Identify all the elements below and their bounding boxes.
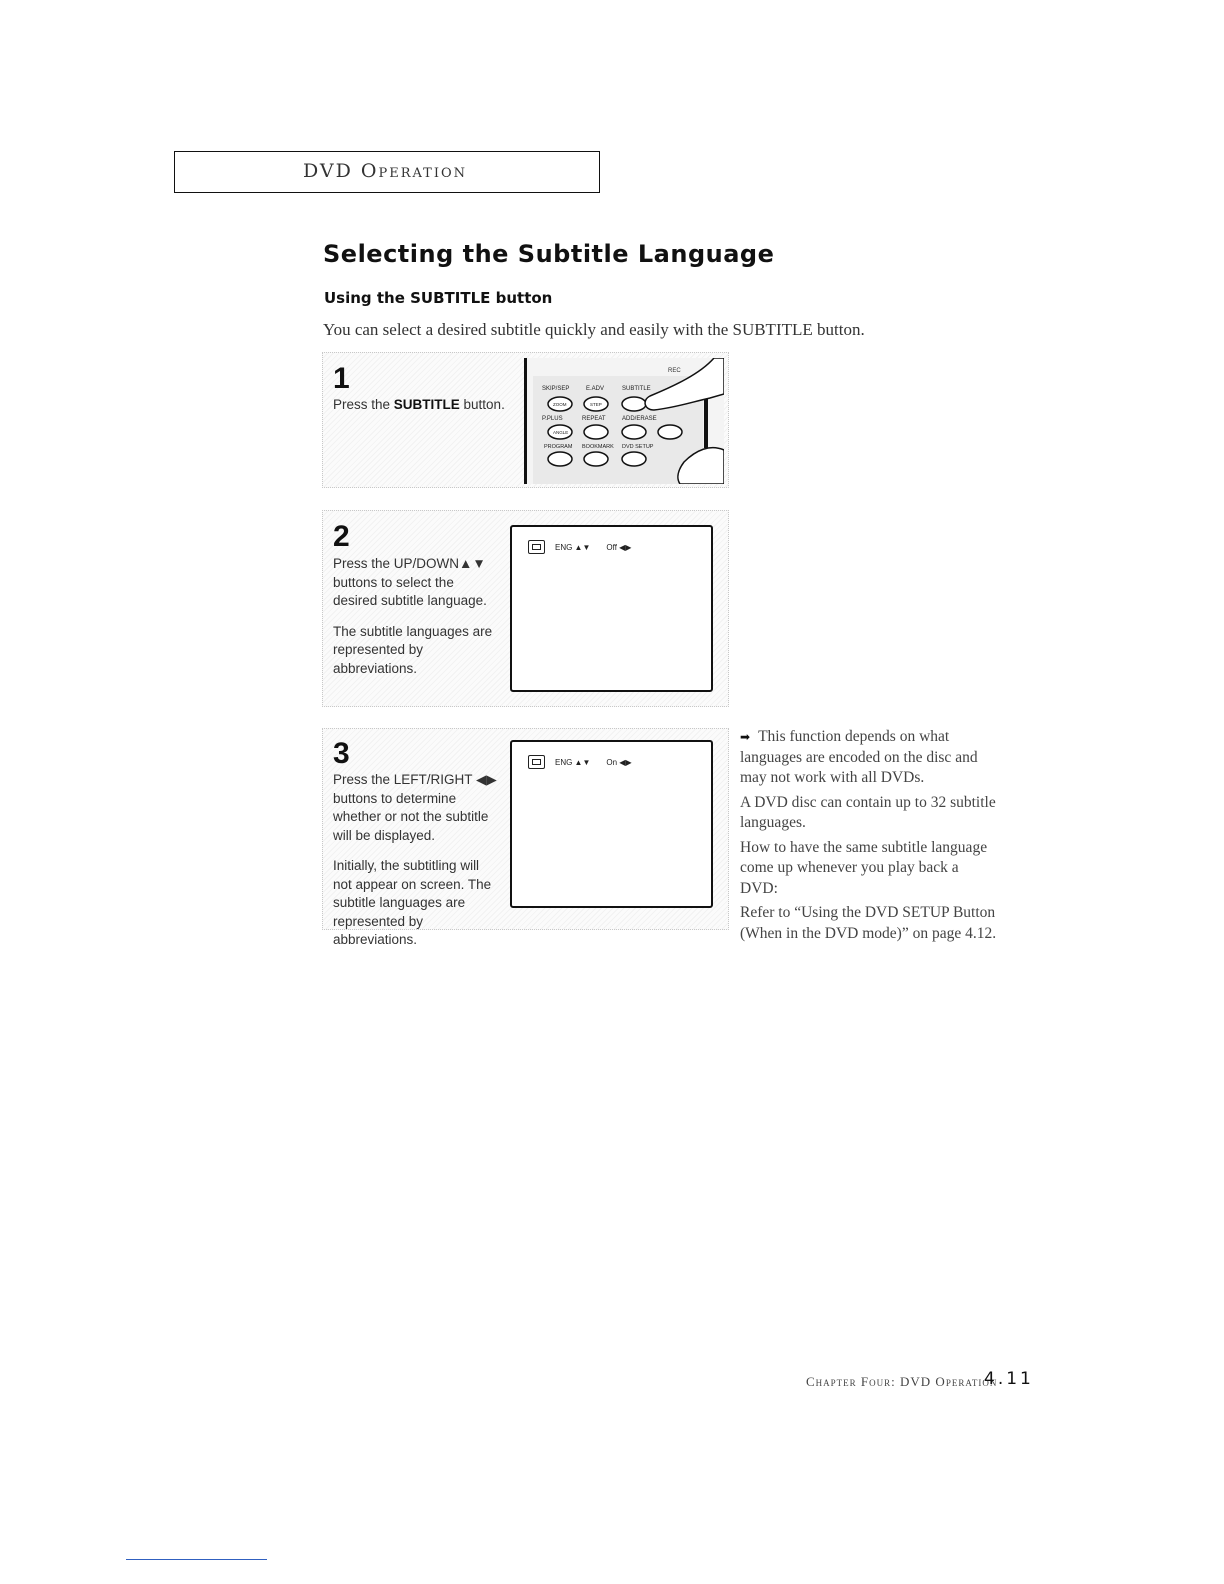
note-para-1: This function depends on what languages are encoded on the disc and may not work with all DVDs. xyxy=(740,728,978,786)
footer-chapter: Chapter Four: DVD Operation xyxy=(806,1374,998,1389)
step-1-text-bold: SUBTITLE xyxy=(393,397,460,412)
step-1-text-b: button. xyxy=(459,397,505,412)
step-3-para-2: Initially, the subtitling will not appear on screen. The subtitle languages are represented by abbreviations. xyxy=(333,858,492,947)
section-subtitle: Using the SUBTITLE button xyxy=(324,289,553,307)
remote-subtitle-button xyxy=(622,397,646,411)
subtitle-icon xyxy=(528,540,545,554)
chapter-header-title: DVD Operation xyxy=(303,160,468,182)
step-2-text xyxy=(333,555,493,690)
step-3-osd xyxy=(528,755,632,769)
step-2-tv-screen xyxy=(510,525,713,692)
intro-text: You can select a desired subtitle quickly and easily with the SUBTITLE button. xyxy=(323,320,865,339)
step-2-para-1: Press the UP/DOWN▲▼ buttons to select the desired subtitle language. xyxy=(333,556,487,608)
remote-label-step: STEP xyxy=(590,402,602,407)
remote-dvdsetup-button xyxy=(622,452,646,466)
note-arrow-icon: ➡ xyxy=(740,730,751,744)
remote-label-subtitle: SUBTITLE xyxy=(622,386,651,392)
note-para-3: How to have the same subtitle language come up whenever you play back a DVD: xyxy=(740,838,988,897)
remote-adderase-button xyxy=(622,425,646,439)
step-2-number: 2 xyxy=(333,520,350,553)
step-2-osd-value: Off ◀▶ xyxy=(606,542,632,552)
remote-control-illustration xyxy=(524,358,724,484)
step-3-osd-language: ENG ▲▼ xyxy=(555,757,591,767)
step-3-tv-screen xyxy=(510,740,713,908)
step-1-text-a: Press the xyxy=(333,397,394,412)
page-title: Selecting the Subtitle Language xyxy=(323,240,775,268)
step-3-para-1: Press the LEFT/RIGHT ◀▶ buttons to determine whether or not the subtitle will be displayed. xyxy=(333,772,497,843)
page-number: 4.11 xyxy=(984,1369,1034,1389)
step-2-para-2: The subtitle languages are represented by abbreviations. xyxy=(333,623,493,676)
step-3-text xyxy=(333,771,498,962)
remote-label-bookmark: BOOKMARK xyxy=(582,444,614,450)
remote-label-pplus: P.PLUS xyxy=(542,416,563,422)
remote-program-button xyxy=(548,452,572,466)
remote-label-repeat: REPEAT xyxy=(582,416,606,422)
subtitle-icon xyxy=(528,755,545,769)
remote-label-adderase: ADD/ERASE xyxy=(622,416,657,422)
remote-label-program: PROGRAM xyxy=(544,444,573,450)
remote-label-skip: SKIP/SEP xyxy=(542,386,570,392)
remote-label-dvdsetup: DVD SETUP xyxy=(622,444,654,450)
step-2-osd-language: ENG ▲▼ xyxy=(555,542,591,552)
step-3-osd-value: On ◀▶ xyxy=(606,757,632,767)
step-1-number: 1 xyxy=(333,362,350,395)
chapter-header-box xyxy=(174,151,600,193)
footer-rule xyxy=(126,1559,267,1560)
remote-label-zoom: ZOOM xyxy=(553,402,567,407)
step-2-osd xyxy=(528,540,631,554)
remote-label-eadv: E.ADV xyxy=(586,386,605,392)
remote-extra-button xyxy=(658,425,682,439)
step-1-text xyxy=(333,396,513,415)
remote-label-rec: REC xyxy=(668,368,681,374)
remote-label-angle: ANGLE xyxy=(553,430,569,435)
step-3-number: 3 xyxy=(333,737,350,770)
note-para-4: Refer to “Using the DVD SETUP Button (When in the DVD mode)” on page 4.12. xyxy=(740,904,997,942)
remote-bookmark-button xyxy=(584,452,608,466)
remote-repeat-button xyxy=(584,425,608,439)
side-note xyxy=(740,727,998,948)
note-para-2: A DVD disc can contain up to 32 subtitle languages. xyxy=(740,793,996,831)
